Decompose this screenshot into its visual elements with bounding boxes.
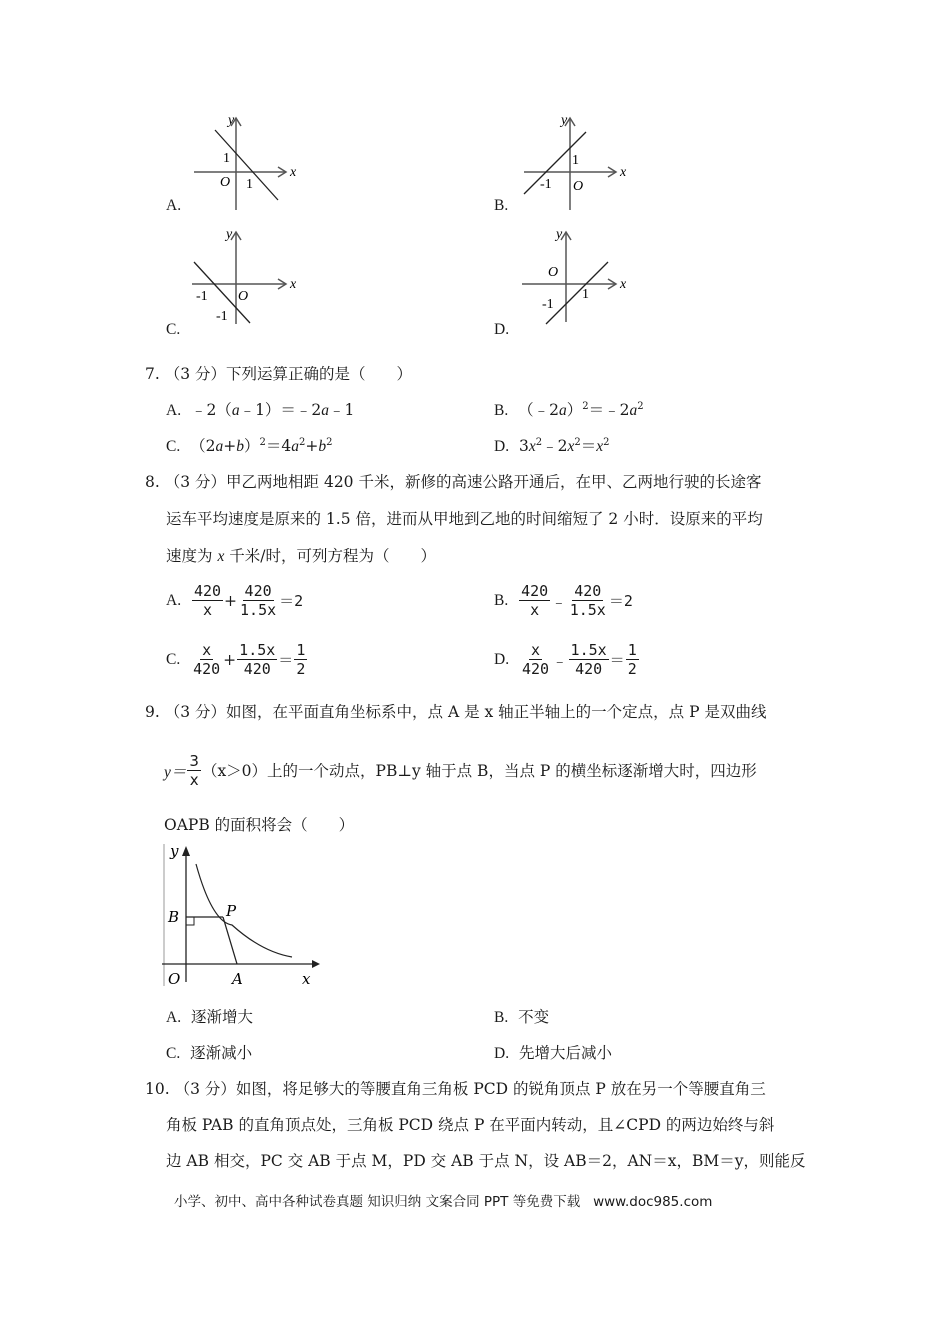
q8-line-1: 8. （3 分）甲乙两地相距 420 千米，新修的高速公路开通后，在甲、乙两地行驶的长途客 [145, 473, 762, 491]
q6-option-d-label: D. [494, 321, 510, 338]
q9-line-3: OAPB 的面积将会（ ） [164, 816, 355, 834]
q6-option-c-graph [190, 226, 300, 330]
q9-option-c: C. 逐渐减小 [166, 1044, 253, 1062]
q7-option-d: D. $3x^2﹣2x^2=x^2$ [494, 437, 610, 455]
q10-line-1: 10. （3 分）如图，将足够大的等腰直角三角板 PCD 的锐角顶点 P 放在另一个等腰直角三 [145, 1080, 766, 1098]
q6-option-c-label: C. [166, 321, 181, 338]
svg-text:A: A [232, 970, 243, 988]
q9-option-b: B. 不变 [494, 1008, 550, 1026]
question-points: （3 分） [164, 365, 227, 383]
svg-text:-1: -1 [542, 297, 554, 312]
footer-text: 小学、初中、高中各种试卷真题 知识归纳 文案合同 PPT 等免费下载 [174, 1194, 581, 1210]
svg-text:-1: -1 [540, 177, 552, 192]
footer-link[interactable]: www.doc985.com [593, 1194, 713, 1210]
svg-text:y: y [561, 113, 568, 128]
q6-option-b-label: B. [494, 197, 509, 214]
q6-option-a-label: A. [166, 197, 182, 214]
svg-text:x: x [290, 277, 297, 292]
y-axis-label: y [228, 113, 235, 128]
question-text: 下列运算正确的是（ ） [226, 365, 413, 383]
svg-text:O: O [168, 970, 181, 988]
svg-text:y: y [556, 227, 563, 242]
svg-text:x: x [620, 165, 627, 180]
q8-option-d: D. $\frac{x}{420}$ ﹣ $\frac{1.5x}{420}$ ＝ $\frac{1}{2}$ [494, 641, 637, 678]
q7-option-c: C. $(2a+b)^2=4a^2+b^2$ [166, 437, 333, 455]
q6-option-a-graph [190, 112, 300, 216]
q9-option-d: D. 先增大后减小 [494, 1044, 612, 1062]
svg-text:y: y [226, 227, 233, 242]
tick-label: 1 [223, 151, 230, 166]
q9-option-a: A. 逐渐增大 [166, 1008, 253, 1026]
svg-text:1: 1 [582, 287, 589, 302]
q7-option-a: A. ﹣2（a﹣1）＝﹣2a﹣1 [166, 401, 355, 419]
svg-text:P: P [226, 902, 237, 920]
q10-line-2: 角板 PAB 的直角顶点处，三角板 PCD 绕点 P 在平面内转动，且∠CPD 的两边始终与斜 [166, 1116, 775, 1134]
svg-text:O: O [548, 265, 559, 280]
svg-text:O: O [573, 179, 584, 194]
q10-line-3: 边 AB 相交，PC 交 AB 于点 M，PD 交 AB 于点 N，设 AB＝2，AN＝x，BM＝y，则能反 [166, 1152, 806, 1170]
q7-option-b: B. $(﹣2a)^2=﹣2a^2$ [494, 401, 644, 419]
svg-text:x: x [620, 277, 627, 292]
q8-option-c: C. $\frac{x}{420}$ + $\frac{1.5x}{420}$ ＝ $\frac{1}{2}$ [166, 641, 306, 678]
svg-text:-1: -1 [216, 309, 228, 324]
svg-text:1: 1 [572, 153, 579, 168]
tick-label: 1 [246, 177, 253, 192]
q9-figure [162, 842, 322, 996]
q6-option-d-graph [520, 226, 630, 330]
svg-text:x: x [302, 970, 311, 988]
svg-text:-1: -1 [196, 289, 208, 304]
q9-line-1: 9. （3 分）如图，在平面直角坐标系中，点 A 是 x 轴正半轴上的一个定点，点 P 是双曲线 [145, 703, 767, 721]
q8-line-2: 运车平均速度是原来的 1.5 倍，进而从甲地到乙地的时间缩短了 2 小时．设原来的平均 [166, 510, 763, 528]
svg-text:B: B [168, 908, 180, 926]
q9-line-2: y＝ $\frac{3}{x}$ （x＞0）上的一个动点，PB⊥y 轴于点 B，当点 P 的横坐标逐渐增大时，四边形 [164, 752, 757, 789]
q8-option-a: A. $\frac{420}{x}$ + $\frac{420}{1.5x}$ ＝2 [166, 582, 304, 619]
question-number: 7. [145, 365, 160, 383]
x-axis-label: x [290, 165, 297, 180]
svg-text:O: O [238, 289, 249, 304]
q8-option-b: B. $\frac{420}{x}$ ﹣ $\frac{420}{1.5x}$ ＝2 [494, 582, 633, 619]
page-footer [174, 1190, 712, 1210]
svg-text:y: y [170, 842, 179, 860]
origin-label: O [220, 175, 231, 190]
q7-stem [145, 364, 412, 384]
q8-line-3: 速度为 x 千米/时，可列方程为（ ） [166, 547, 436, 565]
q6-option-b-graph [520, 112, 630, 216]
